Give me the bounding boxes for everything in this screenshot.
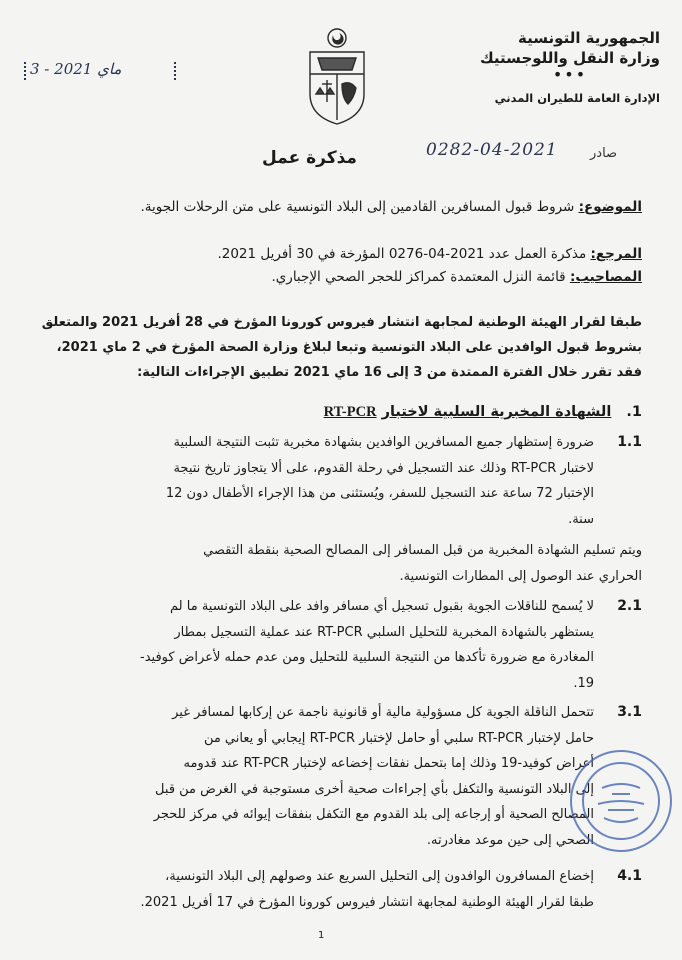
reference-block [32,243,642,266]
outgoing-label: صادر [590,146,618,161]
item-line: المصالح الصحية أو إرجاعه إلى بلد القدوم مع التكفل بنفقات إيوائه في مركز للحجر [153,807,594,823]
item-line: الإختبار 72 ساعة عند التسجيل للسفر، ويُستثنى من هذا الإجراء الأطفال دون 12 [165,486,594,502]
republic-name: الجمهورية التونسية [518,29,660,47]
attachments-text: قائمة النزل المعتمدة كمراكز للحجر الصحي الإجباري. [271,269,566,285]
directorate-name: الإدارة العامة للطيران المدني [494,91,660,105]
item-line: لا يُسمح للناقلات الجوية بقبول تسجيل أي مسافر وافد على البلاد التونسية ما لم [170,599,594,614]
handwritten-date: 3 - ماي 2021 [30,60,122,78]
item-3-1 [22,700,642,854]
memo-title: مذكرة عمل [262,148,357,168]
item-2-1 [22,594,642,696]
intro-line: طبقا لقرار الهيئة الوطنية لمجابهة انتشار فيروس كورونا المؤرخ في 28 أفريل 2021 والمتعلق [41,315,642,330]
intro-line: بشروط قبول الوافدين على البلاد التونسية وتبعا لبلاغ وزارة الصحة المؤرخ في 2 ماي 2021، [56,340,642,355]
item-line: ضرورة إستظهار جميع المسافرين الوافدين بشهادة مخبرية تثبت النتيجة السلبية [173,435,594,450]
item-line: سنة. [568,511,594,527]
item-number: 3.1 [617,704,642,720]
section-1-number: 1. [626,404,642,420]
subject-text: شروط قبول المسافرين القادمين إلى البلاد التونسية على متن الرحلات الجوية. [140,199,575,215]
item-line: إلى البلاد التونسية والتكفل بأي إجراءات صحية أخرى مستوجبة في الغرض من قبل [155,781,594,797]
handwritten-reference: 0282-04-2021 [426,140,558,160]
reference-label: المرجع: [590,246,642,262]
item-line: المغادرة مع ضرورة تأكدها من النتيجة السلبية للتحليل ومن عدم حمله لأعراض كوفيد- [140,650,594,666]
ministry-name: وزارة النقل واللوجستيك [479,49,660,67]
item-line: حامل لإختبار RT-PCR سلبي أو حامل لإختبار RT-PCR إيجابي أو يعاني من [203,730,594,746]
item-line: طبقا لقرار الهيئة الوطنية لمجابهة انتشار فيروس كورونا المؤرخ في 17 أفريل 2021. [140,894,594,910]
attachments-block [32,266,642,289]
date-bracket-right [168,62,176,80]
item-line: أعراض كوفيد-19 وذلك إما بتحمل نفقات إخضاعه لإختبار RT-PCR عند قدومه [183,756,594,772]
item-line: لاختبار RT-PCR وذلك عند التسجيل في رحلة القدوم، على ألا يتجاوز تاريخ نتيجة [173,460,594,476]
reference-text: مذكرة العمل عدد 2021-04-0276 المؤرخة في 30 أفريل 2021. [217,246,587,262]
attachments-label: المصاحيب: [569,269,642,285]
date-bracket-left [24,62,32,80]
item-1-1-followup [22,538,642,590]
section-1-code: RT-PCR [323,404,377,420]
item-line: الحراري عند الوصول إلى المطارات التونسية. [399,569,642,584]
official-stamp-icon [568,748,674,854]
header-dots: ••• [552,65,588,84]
section-1-heading: الشهادة المخبرية السلبية لاختبار [381,404,612,420]
item-line: إخضاع المسافرون الوافدون إلى التحليل السريع عند وصولهم إلى البلاد التونسية، [165,869,594,884]
item-number: 4.1 [617,868,642,884]
section-1-title [324,404,642,421]
item-4-1 [22,864,642,915]
subject-label: الموضوع: [578,199,642,215]
item-line: تتحمل الناقلة الجوية كل مسؤولية مالية أو قانونية ناجمة عن إركابها لمسافر غير [172,705,594,720]
letterhead [440,28,660,108]
item-number: 2.1 [617,598,642,614]
item-1-1 [22,430,642,532]
item-line: الصحي إلى حين موعد مغادرته. [426,832,594,848]
item-line: يستظهر بالشهادة المخبرية للتحليل السلبي RT-PCR عند عملية التسجيل بمطار [174,624,594,640]
page-number: 1 [318,930,325,941]
coat-of-arms-icon [300,24,374,128]
intro-paragraph [32,310,642,385]
item-line: 19. [573,675,594,691]
item-number: 1.1 [617,434,642,450]
intro-line: فقد تقرر خلال الفترة الممتدة من 3 إلى 16 ماي 2021 تطبيق الإجراءات التالية: [137,365,642,380]
item-line: ويتم تسليم الشهادة المخبرية من قبل المسافر إلى المصالح الصحية بنقطة التقصي [203,543,642,558]
subject-block [32,196,642,219]
